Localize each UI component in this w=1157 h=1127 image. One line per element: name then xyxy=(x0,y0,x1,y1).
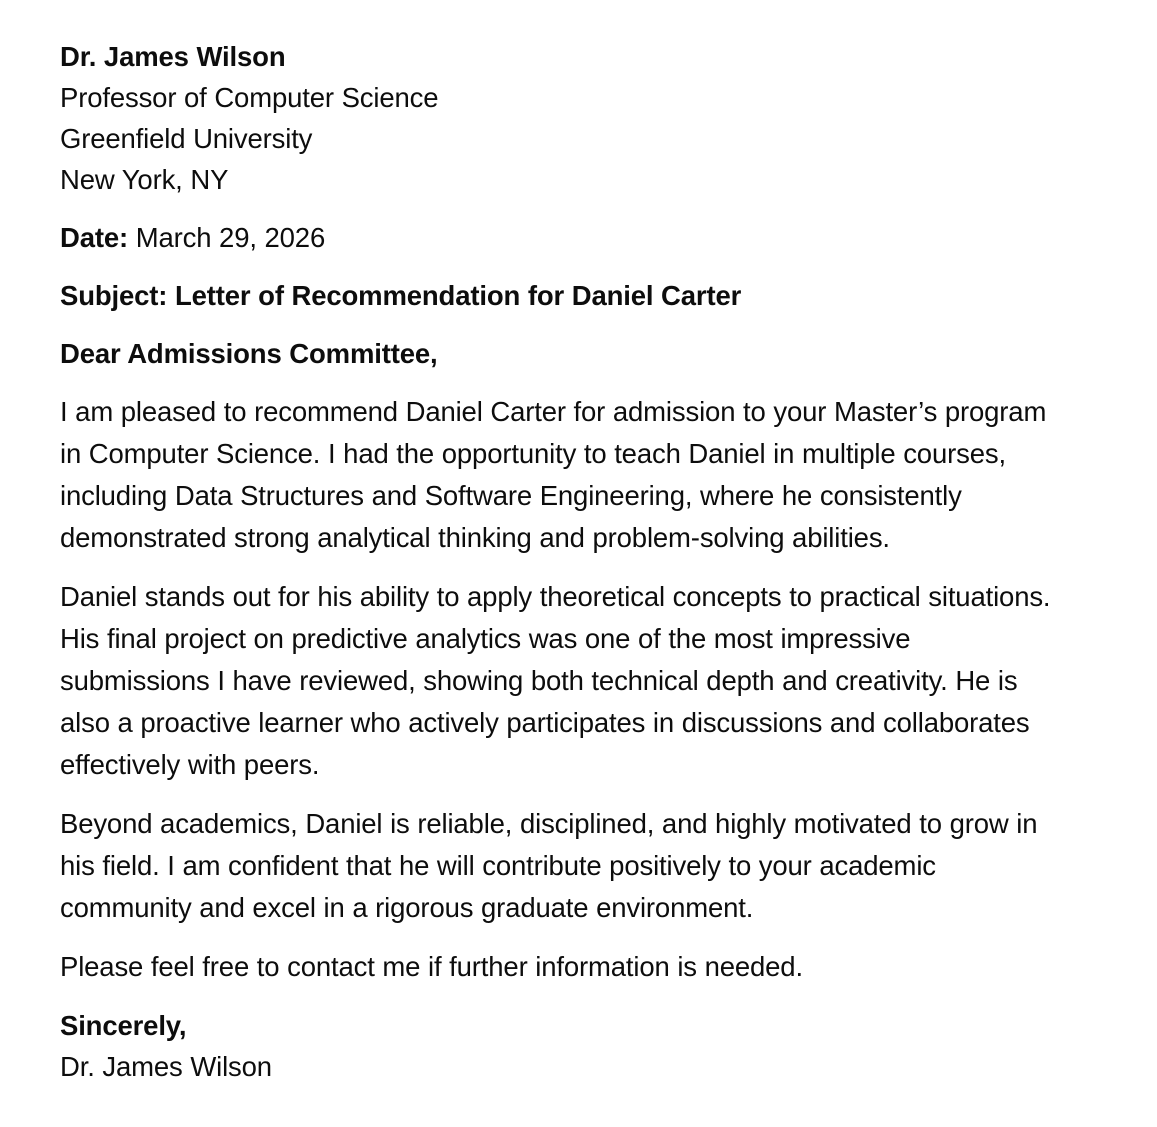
sender-title: Professor of Computer Science xyxy=(60,82,439,113)
closing-block xyxy=(60,1005,1060,1087)
body-paragraph-2: Daniel stands out for his ability to apply theoretical concepts to practical situations. His final project on predictive analytics was one of the most impressive submissions I have reviewed, showing both technical depth and creativity. He is also a proactive learner who actively participates in discussions and collaborates effectively with peers. xyxy=(60,581,1051,780)
subject-line: Subject: Letter of Recommendation for Daniel Carter xyxy=(60,280,742,311)
letter-body xyxy=(60,36,1060,1087)
sender-organization: Greenfield University xyxy=(60,123,313,154)
body-paragraph-3: Beyond academics, Daniel is reliable, disciplined, and highly motivated to grow in his field. I am confident that he will contribute positively to your academic community and excel in a rigorous graduate environment. xyxy=(60,808,1038,923)
date-value: March 29, 2026 xyxy=(128,222,326,253)
signature-name: Dr. James Wilson xyxy=(60,1051,272,1082)
date-line xyxy=(60,217,1060,258)
salutation: Dear Admissions Committee, xyxy=(60,338,438,369)
sign-off: Sincerely, xyxy=(60,1010,187,1041)
sender-address-block xyxy=(60,36,1060,200)
date-label: Date: xyxy=(60,222,129,253)
body-paragraph-1: I am pleased to recommend Daniel Carter for admission to your Master’s program in Computer Science. I had the opportunity to teach Daniel in multiple courses, including Data Structures and Software Engineering, where he consistently demonstrated strong analytical thinking and problem-solving abilities. xyxy=(60,396,1047,553)
body-paragraph-4: Please feel free to contact me if further information is needed. xyxy=(60,951,803,982)
sender-name: Dr. James Wilson xyxy=(60,41,286,72)
sender-location: New York, NY xyxy=(60,164,229,195)
